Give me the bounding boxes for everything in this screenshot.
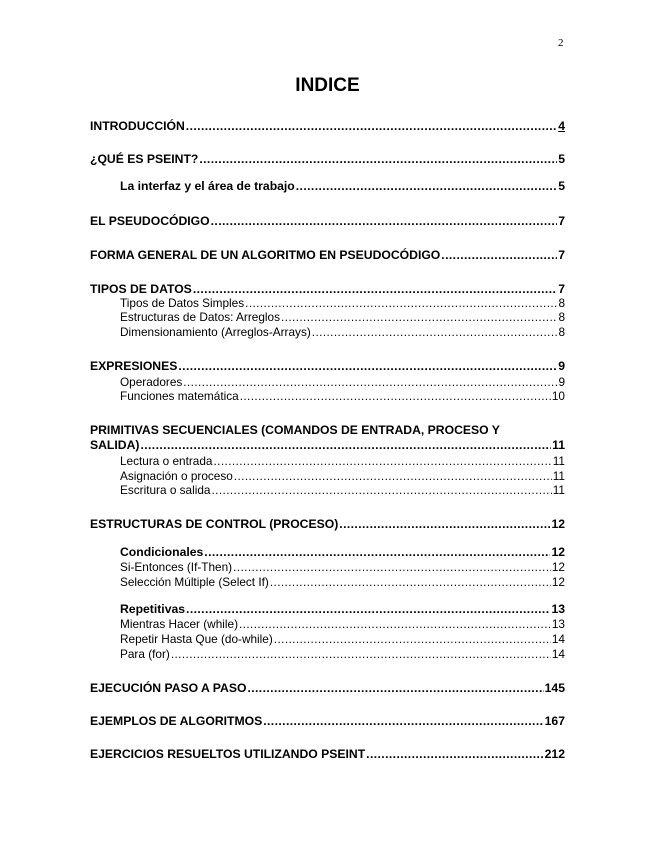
toc-entry-primitivas[interactable] <box>90 438 565 452</box>
toc-entry-tipos-simples[interactable] <box>120 296 565 310</box>
toc-entry-repetitivas[interactable] <box>120 602 565 616</box>
toc-entry-si-entonces[interactable] <box>120 560 565 574</box>
toc-entry-label: EXPRESIONES <box>90 359 178 373</box>
toc-entry-ejemplos[interactable] <box>90 714 565 728</box>
toc-entry-page: 9 <box>558 359 565 373</box>
toc-entry-pseudocodigo[interactable] <box>90 214 565 228</box>
toc-entry-label: Selección Múltiple (Select If) <box>120 575 269 589</box>
page-title: INDICE <box>295 75 360 96</box>
toc-entry-operadores[interactable] <box>120 375 565 389</box>
toc-entry-tipos-de-datos[interactable] <box>90 282 565 296</box>
dot-leader <box>178 359 557 373</box>
toc-entry-repetir[interactable] <box>120 632 565 646</box>
dot-leader <box>183 375 557 389</box>
toc-entry-page: 5 <box>558 179 565 193</box>
dot-leader <box>213 454 551 468</box>
dot-leader <box>233 560 551 574</box>
toc-entry-mientras[interactable] <box>120 617 565 631</box>
toc-entry-para[interactable] <box>120 647 565 661</box>
toc-entry-seleccion-multiple[interactable] <box>120 575 565 589</box>
toc-entry-page: 14 <box>551 632 565 646</box>
dot-leader <box>441 248 557 262</box>
dot-leader <box>171 647 551 661</box>
dot-leader <box>247 681 543 695</box>
toc-entry-label: ¿QUÉ ES PSEINT? <box>90 152 199 166</box>
dot-leader <box>239 617 551 631</box>
dot-leader <box>204 545 550 559</box>
toc-entry-forma-general[interactable] <box>90 248 565 262</box>
toc-entry-condicionales[interactable] <box>120 545 565 559</box>
toc-entry-estructuras-control[interactable] <box>90 517 565 531</box>
toc-entry-page: 5 <box>558 152 565 166</box>
toc-entry-label: EL PSEUDOCÓDIGO <box>90 214 210 228</box>
dot-leader <box>186 119 557 133</box>
toc-entry-interfaz[interactable] <box>120 179 565 193</box>
toc-entry-label: Repetitivas <box>120 602 186 616</box>
toc-entry-label: Operadores <box>120 375 183 389</box>
toc-entry-label: Mientras Hacer (while) <box>120 617 238 631</box>
toc-entry-page: 212 <box>544 747 565 761</box>
toc-entry-label: Estructuras de Datos: Arreglos <box>120 310 280 324</box>
page-number: 2 <box>558 37 564 49</box>
toc-entry-que-es-pseint[interactable] <box>90 152 565 166</box>
toc-entry-label: EJERCICIOS RESUELTOS UTILIZANDO PSEINT <box>90 747 366 761</box>
dot-leader <box>270 575 551 589</box>
toc-entry-ejercicios[interactable] <box>90 747 565 761</box>
dot-leader <box>312 325 558 339</box>
dot-leader <box>263 714 543 728</box>
toc-entry-estructuras-arreglos[interactable] <box>120 310 565 324</box>
toc-entry-label: Tipos de Datos Simples <box>120 296 245 310</box>
toc-entry-page: 12 <box>551 545 565 559</box>
toc-entry-page: 4 <box>558 119 565 133</box>
toc-entry-page: 11 <box>552 469 565 483</box>
dot-leader <box>240 389 551 403</box>
toc-entry-page: 145 <box>544 681 565 695</box>
dot-leader <box>140 438 551 452</box>
toc-entry-label: Condicionales <box>120 545 204 559</box>
toc-entry-funciones[interactable] <box>120 389 565 403</box>
toc-entry-page: 8 <box>558 325 565 339</box>
toc-entry-page: 13 <box>551 617 565 631</box>
toc-entry-label: Dimensionamiento (Arreglos-Arrays) <box>120 325 311 339</box>
dot-leader <box>245 296 557 310</box>
toc-entry-label: ESTRUCTURAS DE CONTROL (PROCESO) <box>90 517 339 531</box>
toc-entry-page: 10 <box>551 389 565 403</box>
toc-entry-asignacion[interactable] <box>120 469 565 483</box>
toc-entry-label: SALIDA) <box>90 438 140 452</box>
toc-entry-page: 12 <box>551 575 565 589</box>
toc-entry-label: Repetir Hasta Que (do-while) <box>120 632 273 646</box>
dot-leader <box>296 179 557 193</box>
toc-entry-dimensionamiento[interactable] <box>120 325 565 339</box>
dot-leader <box>193 282 557 296</box>
toc-entry-lectura[interactable] <box>120 454 565 468</box>
toc-entry-label: Para (for) <box>120 647 170 661</box>
toc-entry-page: 11 <box>552 454 565 468</box>
toc-entry-label: INTRODUCCIÓN <box>90 119 185 133</box>
toc-entry-page: 11 <box>552 438 565 452</box>
toc-entry-expresiones[interactable] <box>90 359 565 373</box>
toc-entry-page: 14 <box>551 647 565 661</box>
toc-entry-label: Si-Entonces (If-Then) <box>120 560 233 574</box>
toc-entry-page: 8 <box>558 296 565 310</box>
dot-leader <box>211 483 551 497</box>
toc-entry-page: 8 <box>558 310 565 324</box>
toc-entry-label: TIPOS DE DATOS <box>90 282 192 296</box>
dot-leader <box>199 152 557 166</box>
dot-leader <box>274 632 551 646</box>
toc-entry-page: 11 <box>552 483 565 497</box>
dot-leader <box>211 214 558 228</box>
toc-entry-escritura[interactable] <box>120 483 565 497</box>
dot-leader <box>366 747 544 761</box>
toc-entry-primitivas-line1[interactable]: PRIMITIVAS SECUENCIALES (COMANDOS DE ENTRADA, PROCESO Y <box>90 423 500 437</box>
toc-entry-introduccion[interactable] <box>90 119 565 133</box>
dot-leader <box>339 517 550 531</box>
toc-entry-page: 12 <box>551 517 565 531</box>
toc-entry-label: Escritura o salida <box>120 483 211 497</box>
dot-leader <box>186 602 550 616</box>
toc-entry-label: Funciones matemática <box>120 389 239 403</box>
toc-entry-label: Asignación o proceso <box>120 469 233 483</box>
toc-entry-page: 13 <box>551 602 565 616</box>
toc-entry-label: La interfaz y el área de trabajo <box>120 179 295 193</box>
toc-entry-page: 167 <box>544 714 565 728</box>
toc-entry-page: 7 <box>558 214 565 228</box>
dot-leader <box>281 310 557 324</box>
toc-entry-ejecucion[interactable] <box>90 681 565 695</box>
toc-entry-page: 7 <box>558 282 565 296</box>
toc-entry-label: EJEMPLOS DE ALGORITMOS <box>90 714 263 728</box>
toc-entry-label: EJECUCIÓN PASO A PASO <box>90 681 247 695</box>
toc-entry-page: 7 <box>558 248 565 262</box>
toc-entry-label: Lectura o entrada <box>120 454 213 468</box>
dot-leader <box>234 469 552 483</box>
toc-entry-label: FORMA GENERAL DE UN ALGORITMO EN PSEUDOCÓDIGO <box>90 248 441 262</box>
toc-entry-page: 9 <box>558 375 565 389</box>
toc-entry-page: 12 <box>551 560 565 574</box>
